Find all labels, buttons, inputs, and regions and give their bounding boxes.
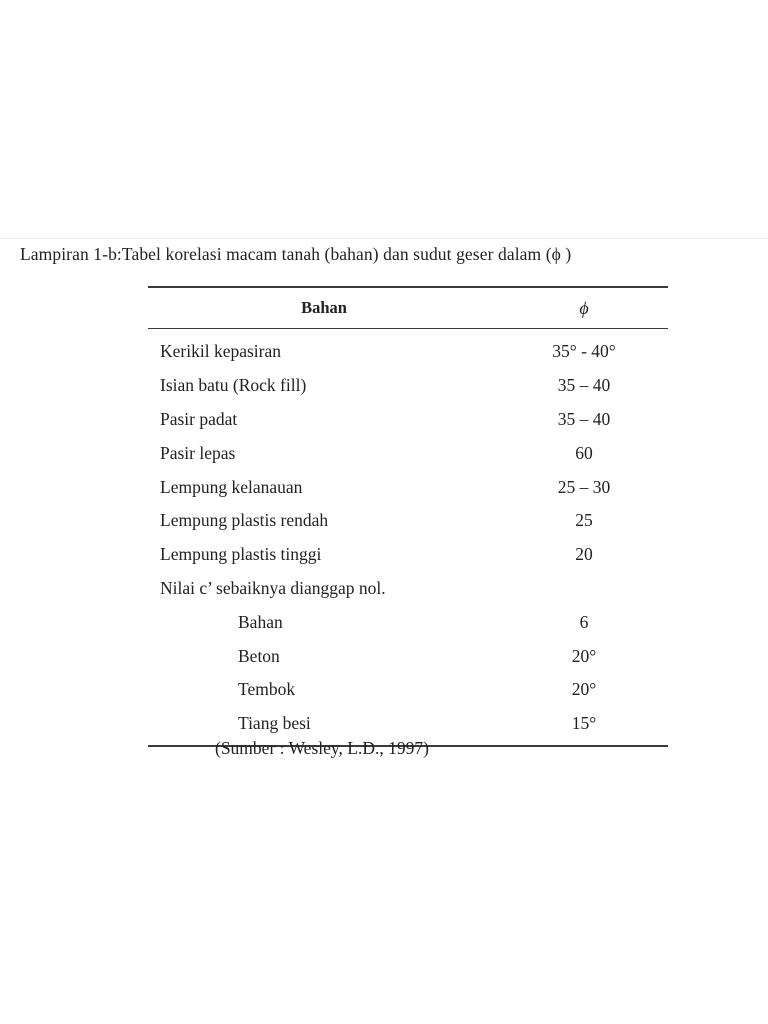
material-cell: Isian batu (Rock fill) bbox=[160, 375, 307, 396]
material-cell: Bahan bbox=[238, 611, 283, 632]
material-cell: Tiang besi bbox=[238, 713, 311, 734]
table-row bbox=[148, 436, 668, 470]
angle-cell: 25 – 30 bbox=[557, 476, 611, 497]
header-angle: ϕ bbox=[579, 297, 589, 318]
angle-cell: 35° - 40° bbox=[552, 341, 616, 362]
material-cell: Lempung plastis rendah bbox=[160, 510, 329, 531]
table-sub-row bbox=[148, 605, 668, 639]
material-cell: Kerikil kepasiran bbox=[160, 341, 281, 362]
angle-cell: 20° bbox=[571, 679, 597, 700]
header-material: Bahan bbox=[301, 298, 347, 317]
table-row bbox=[148, 470, 668, 504]
angle-cell: 35 – 40 bbox=[557, 408, 611, 429]
page-divider bbox=[0, 238, 768, 239]
material-cell: Tembok bbox=[238, 679, 296, 700]
material-cell: Pasir lepas bbox=[160, 442, 236, 463]
angle-cell: 20 bbox=[575, 544, 593, 565]
table-row bbox=[148, 538, 668, 572]
soil-friction-table bbox=[148, 286, 668, 747]
angle-cell: 20° bbox=[571, 645, 597, 666]
table-note-row bbox=[148, 572, 668, 606]
table-row bbox=[148, 504, 668, 538]
angle-cell: 25 bbox=[575, 510, 593, 531]
angle-cell: 60 bbox=[575, 442, 593, 463]
table-note: Nilai c’ sebaiknya dianggap nol. bbox=[160, 577, 386, 598]
material-cell: Beton bbox=[238, 645, 280, 666]
table-caption: Lampiran 1-b:Tabel korelasi macam tanah (bahan) dan sudut geser dalam (ϕ ) bbox=[20, 244, 572, 264]
material-cell: Pasir padat bbox=[160, 408, 238, 429]
table-row bbox=[148, 335, 668, 369]
table-row bbox=[148, 403, 668, 437]
table-sub-row bbox=[148, 639, 668, 673]
material-cell: Lempung plastis tinggi bbox=[160, 544, 322, 565]
table-sub-row bbox=[148, 707, 668, 741]
table-sub-row bbox=[148, 673, 668, 707]
table-row bbox=[148, 369, 668, 403]
table-header-row bbox=[148, 288, 668, 328]
angle-cell: 35 – 40 bbox=[557, 375, 611, 396]
table-source: (Sumber : Wesley, L.D., 1997) bbox=[215, 738, 429, 758]
angle-cell: 15° bbox=[571, 713, 597, 734]
angle-cell: 6 bbox=[579, 611, 589, 632]
material-cell: Lempung kelanauan bbox=[160, 476, 303, 497]
